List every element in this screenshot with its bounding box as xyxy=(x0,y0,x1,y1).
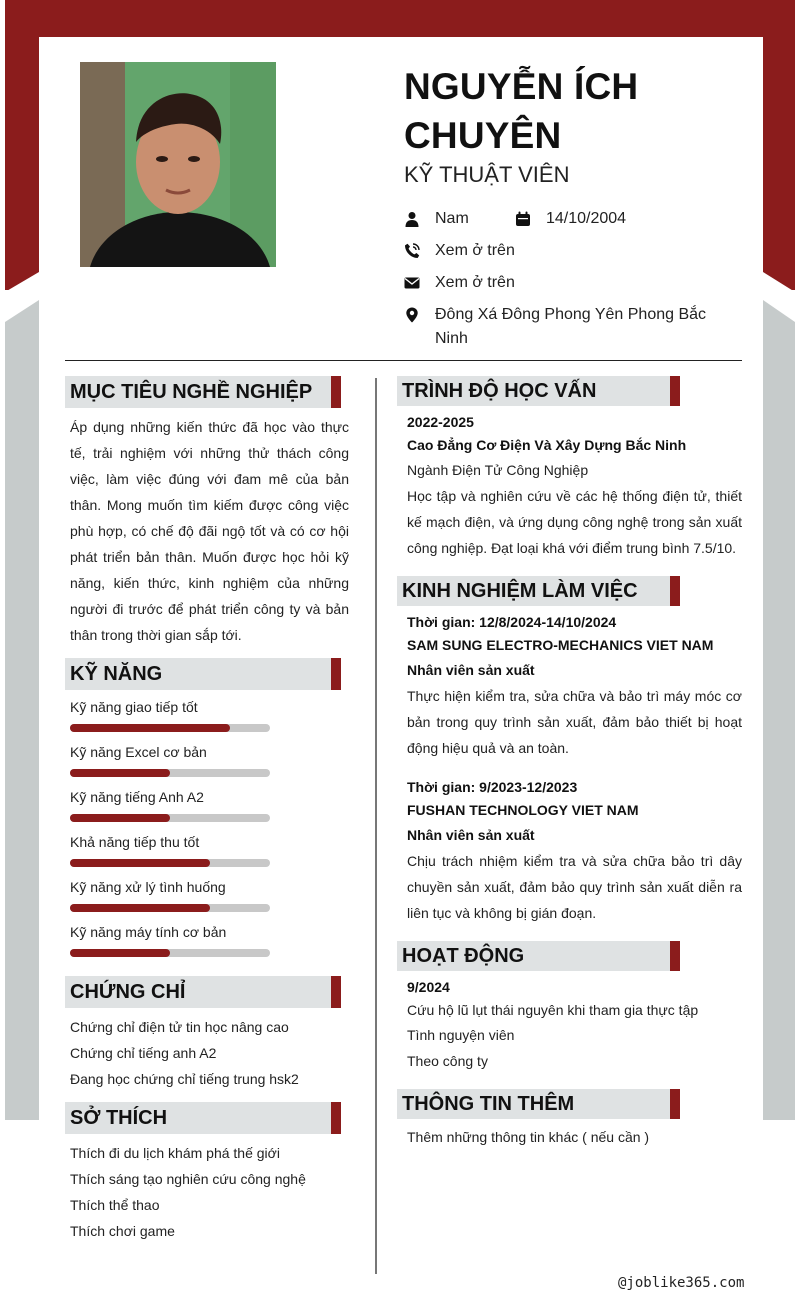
skill-label: Khả năng tiếp thu tốt xyxy=(70,834,200,850)
gender-row xyxy=(404,207,469,231)
title-accent-bar xyxy=(331,976,341,1008)
right-notch-decoration-lower xyxy=(763,300,795,322)
job-company: FUSHAN TECHNOLOGY VIET NAM xyxy=(407,802,639,818)
activity-item: Tình nguyện viên xyxy=(407,1027,515,1043)
email-row xyxy=(404,271,515,295)
hobby-item: Thích sáng tạo nghiên cứu công nghệ xyxy=(70,1171,306,1187)
job-position: Nhân viên sản xuất xyxy=(407,827,535,843)
title-accent-bar xyxy=(670,1089,680,1119)
person-icon xyxy=(404,207,435,231)
skill-label: Kỹ năng Excel cơ bản xyxy=(70,744,207,760)
skill-level-fill xyxy=(70,814,170,822)
birthday-row xyxy=(515,207,626,231)
education-description: Học tập và nghiên cứu về các hệ thống điện tử, thiết kế mạch điện, và ứng dụng công nghệ trong sản xuất công nghiệp. Đạt loại khá với điểm trung bình 7.5/10. xyxy=(407,488,742,556)
job-company: SAM SUNG ELECTRO-MECHANICS VIET NAM xyxy=(407,637,714,653)
objective-section-title: MỤC TIÊU NGHỀ NGHIỆP xyxy=(65,376,341,408)
activity-item: Cứu hộ lũ lụt thái nguyên khi tham gia thực tập xyxy=(407,1002,699,1018)
email-value: Xem ở trên xyxy=(435,274,515,291)
right-notch-decoration xyxy=(763,272,795,292)
skill-level-fill xyxy=(70,724,230,732)
education-section-title: TRÌNH ĐỘ HỌC VẤN xyxy=(397,376,680,406)
profile-photo xyxy=(80,62,276,267)
education-school: Cao Đẳng Cơ Điện Và Xây Dựng Bắc Ninh xyxy=(407,437,687,453)
skill-level-bar xyxy=(70,904,270,912)
activities-section-title: HOẠT ĐỘNG xyxy=(397,941,680,971)
certificates-section-title: CHỨNG CHỈ xyxy=(65,976,341,1008)
address-value: Đông Xá Đông Phong Yên Phong Bắc Ninh xyxy=(435,306,707,347)
job-title: KỸ THUẬT VIÊN xyxy=(404,162,570,187)
left-side-band xyxy=(5,300,39,1120)
phone-row xyxy=(404,239,515,263)
job-period: Thời gian: 9/2023-12/2023 xyxy=(407,779,578,795)
activity-item: Theo công ty xyxy=(407,1053,488,1069)
header-divider xyxy=(65,360,742,361)
certificate-item: Chứng chỉ điện tử tin học nâng cao xyxy=(70,1019,289,1035)
skill-level-bar xyxy=(70,724,270,732)
envelope-icon xyxy=(404,271,435,295)
left-notch-decoration-lower xyxy=(5,300,39,322)
title-accent-bar xyxy=(670,576,680,606)
skill-level-bar xyxy=(70,859,270,867)
skill-level-fill xyxy=(70,769,170,777)
hobbies-section-title: SỞ THÍCH xyxy=(65,1102,341,1134)
right-side-band xyxy=(763,300,795,1120)
skill-label: Kỹ năng máy tính cơ bản xyxy=(70,924,227,940)
address-row xyxy=(404,303,714,351)
hobby-item: Thích thể thao xyxy=(70,1197,160,1213)
education-major: Ngành Điện Tử Công Nghiệp xyxy=(407,462,589,478)
additional-info-section-title: THÔNG TIN THÊM xyxy=(397,1089,680,1119)
calendar-icon xyxy=(515,207,546,231)
phone-value: Xem ở trên xyxy=(435,242,515,259)
watermark: @joblike365.com xyxy=(618,1275,745,1291)
hobby-item: Thích đi du lịch khám phá thế giới xyxy=(70,1145,280,1161)
left-notch-decoration xyxy=(5,272,39,292)
title-accent-bar xyxy=(331,658,341,690)
job-description: Chịu trách nhiệm kiểm tra và sửa chữa bảo trì dây chuyền sản xuất, đảm bảo quy trình sản xuất diễn ra liên tục và không bị gián đoạn. xyxy=(407,853,742,921)
skill-level-bar xyxy=(70,814,270,822)
skill-label: Kỹ năng giao tiếp tốt xyxy=(70,699,198,715)
skill-label: Kỹ năng tiếng Anh A2 xyxy=(70,789,204,805)
column-divider xyxy=(375,378,377,1274)
gender-value: Nam xyxy=(435,210,469,227)
job-period: Thời gian: 12/8/2024-14/10/2024 xyxy=(407,614,617,630)
skills-section-title: KỸ NĂNG xyxy=(65,658,341,690)
birthday-value: 14/10/2004 xyxy=(546,210,627,227)
certificate-item: Chứng chỉ tiếng anh A2 xyxy=(70,1045,217,1061)
additional-info-text: Thêm những thông tin khác ( nếu cần ) xyxy=(407,1129,650,1145)
education-period: 2022-2025 xyxy=(407,414,474,430)
title-accent-bar xyxy=(670,941,680,971)
job-description: Thực hiện kiểm tra, sửa chữa và bảo trì máy móc cơ bản trong quy trình sản xuất, đảm bảo thiết bị hoạt động hiệu quả và an toàn. xyxy=(407,688,742,756)
hobby-item: Thích chơi game xyxy=(70,1223,175,1239)
title-accent-bar xyxy=(331,1102,341,1134)
title-accent-bar xyxy=(670,376,680,406)
candidate-name: NGUYỄN ÍCH CHUYÊN xyxy=(404,66,639,156)
skill-level-bar xyxy=(70,949,270,957)
objective-text: Áp dụng những kiến thức đã học vào thực tế, trải nghiệm với những thử thách công việc, làm việc đúng với đam mê của bản thân. Mong muốn tìm kiếm được công việc phù hợp, có chế độ đãi ngộ tốt và có cơ hội phát triển bản thân. Muốn được học hỏi kỹ năng, kiến thức, kinh nghiệm của những người đi trước để phát triển công ty và bản thân trong thời gian sắp tới. xyxy=(70,419,349,643)
activity-period: 9/2024 xyxy=(407,979,450,995)
skill-label: Kỹ năng xử lý tình huống xyxy=(70,879,226,895)
certificate-item: Đang học chứng chỉ tiếng trung hsk2 xyxy=(70,1071,299,1087)
job-position: Nhân viên sản xuất xyxy=(407,662,535,678)
experience-section-title: KINH NGHIỆM LÀM VIỆC xyxy=(397,576,680,606)
skill-level-fill xyxy=(70,949,170,957)
phone-icon xyxy=(404,239,435,263)
skill-level-fill xyxy=(70,859,210,867)
title-accent-bar xyxy=(331,376,341,408)
skill-level-fill xyxy=(70,904,210,912)
skill-level-bar xyxy=(70,769,270,777)
location-pin-icon xyxy=(404,303,435,327)
